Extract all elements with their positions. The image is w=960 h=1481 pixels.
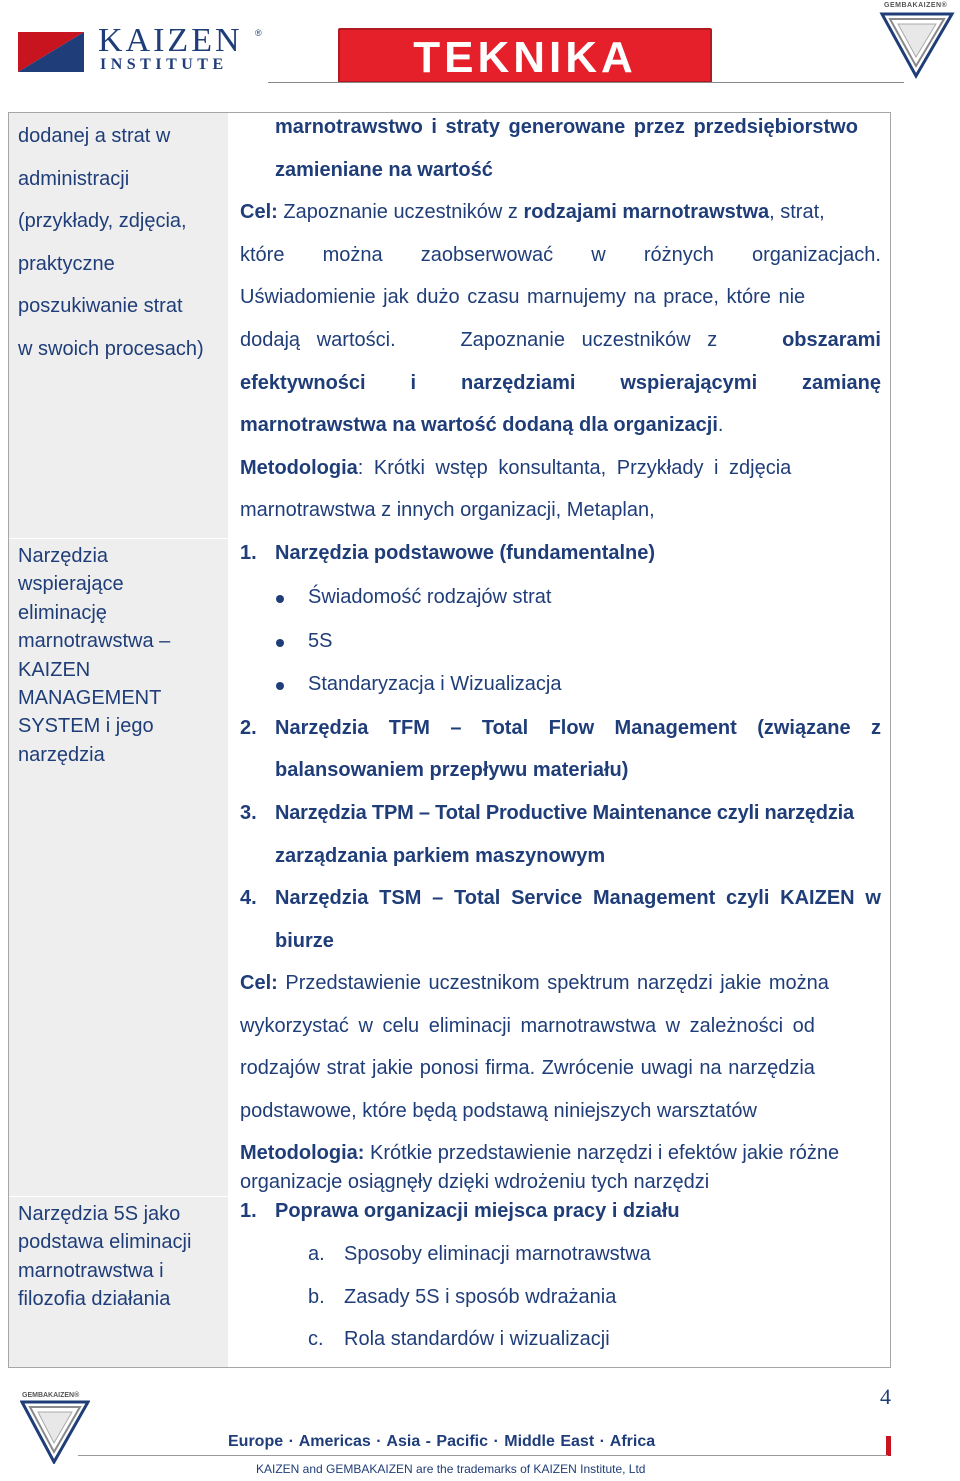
word: które xyxy=(240,244,285,266)
footer-divider xyxy=(78,1455,888,1456)
word: TFM xyxy=(388,717,430,739)
row2-topic xyxy=(18,542,170,769)
word: Management xyxy=(593,887,716,909)
word: Narzędzia xyxy=(275,887,369,909)
kaizen-wordmark: KAIZEN xyxy=(98,22,243,59)
item-text: Poprawa organizacji miejsca pracy i działu xyxy=(275,1200,680,1222)
topic-line: filozofia działania xyxy=(18,1288,171,1311)
topic-line: poszukiwanie strat xyxy=(18,295,183,318)
cel-text: Zapoznanie uczestników z xyxy=(283,201,518,223)
gembakaizen-triangle-icon xyxy=(876,2,956,82)
bullet-text: Standaryzacja i Wizualizacja xyxy=(308,673,562,695)
cel-label: Cel: xyxy=(240,972,278,994)
row2-cel-line1 xyxy=(240,972,829,995)
item3-line2: zarządzania parkiem maszynowym xyxy=(275,845,606,867)
emphasis: obszarami xyxy=(782,329,881,351)
topic-line: eliminację xyxy=(18,601,107,624)
item-text: Narzędzia podstawowe (fundamentalne) xyxy=(275,542,656,564)
cel-text: Przedstawienie uczestnikom spektrum narzędzi jakie można xyxy=(285,972,829,994)
word: z xyxy=(871,717,881,739)
footer-accent-bar xyxy=(886,1436,891,1456)
text: dodają wartości. xyxy=(240,329,396,351)
emphasis: marnotrawstwa na wartość dodaną dla organizacji xyxy=(240,414,718,436)
cel-emphasis: rodzajami marnotrawstwa xyxy=(523,201,770,223)
word: Service xyxy=(511,887,583,909)
item4-line1 xyxy=(275,887,881,910)
cel-text: , strat, xyxy=(769,201,825,223)
sub-text: Sposoby eliminacji marnotrawstwa xyxy=(344,1243,651,1265)
word: (związane xyxy=(757,717,851,739)
topic-line: Narzędzia xyxy=(18,545,109,567)
word: organizacjach. xyxy=(751,244,881,266)
row1-met-line1 xyxy=(240,457,791,480)
row1-topic xyxy=(18,115,204,371)
row1-cel-line5 xyxy=(240,372,881,395)
word: różnych xyxy=(643,244,714,266)
word: Total xyxy=(454,887,501,909)
row1-met-line2: marnotrawstwa z innych organizacji, Metaplan, xyxy=(240,499,655,521)
word: Total xyxy=(481,717,529,739)
item4-line2: biurze xyxy=(275,930,334,952)
header-divider xyxy=(268,82,904,83)
item-number: 4. xyxy=(240,887,257,909)
topic-line: marnotrawstwa i xyxy=(18,1259,164,1282)
item-number: 1. xyxy=(240,1200,257,1222)
word: wspierającymi xyxy=(620,372,758,394)
topic-line: KAIZEN xyxy=(18,658,91,681)
row2-cel-line4: podstawowe, które będą podstawą niniejszych warsztatów xyxy=(240,1100,757,1122)
bullet-icon xyxy=(276,595,284,603)
item-number: 2. xyxy=(240,717,257,739)
word: zaobserwować xyxy=(420,244,554,266)
sub-letter: b. xyxy=(308,1286,325,1308)
word: w xyxy=(591,244,606,266)
topic-line: dodanej a strat w xyxy=(18,125,171,147)
trademark-notice: KAIZEN and GEMBAKAIZEN are the trademarks of KAIZEN Institute, Ltd xyxy=(256,1462,646,1476)
text: . xyxy=(717,414,724,436)
row2-cel-line2: wykorzystać w celu eliminacji marnotrawstwa w zależności od xyxy=(240,1015,815,1037)
row1-cel-line2 xyxy=(240,244,881,267)
row2-met-line1 xyxy=(240,1142,839,1165)
sub-letter: a. xyxy=(308,1243,325,1265)
item-number: 3. xyxy=(240,802,257,824)
word: efektywności xyxy=(240,372,366,394)
topic-line: w swoich procesach) xyxy=(18,337,204,360)
row1-cel-line4 xyxy=(240,329,881,352)
topic-line: MANAGEMENT xyxy=(18,687,162,710)
met-text: Krótkie przedstawienie narzędzi i efektów jakie różne xyxy=(364,1142,840,1164)
bullet-icon xyxy=(276,639,284,647)
teknika-logo: TEKNIKA xyxy=(338,28,712,83)
topic-line: wspierające xyxy=(18,573,124,596)
word: czyli xyxy=(726,887,770,909)
row1-title-line1 xyxy=(275,116,881,139)
row1-title-line2: zamieniane na wartość xyxy=(275,159,493,181)
word: – xyxy=(450,717,462,739)
sub-text: Rola standardów i wizualizacji xyxy=(344,1328,610,1350)
word: – xyxy=(432,887,444,909)
row3-topic xyxy=(18,1200,191,1314)
page-number: 4 xyxy=(880,1384,891,1409)
word: można xyxy=(322,244,383,266)
item-number: 1. xyxy=(240,542,257,564)
row1-cel-line3: Uświadomienie jak dużo czasu marnujemy na prace, które nie xyxy=(240,286,806,308)
row1-cel-line1 xyxy=(240,201,825,224)
topic-line: Narzędzia 5S jako xyxy=(18,1203,181,1225)
row2-met-line2: organizacje osiągnęły dzięki wdrożeniu tych narzędzi xyxy=(240,1171,710,1193)
topic-line: (przykłady, zdjęcia, xyxy=(18,210,187,233)
gembakaizen-label: GEMBAKAIZEN® xyxy=(884,2,948,9)
row-divider xyxy=(9,538,228,539)
topic-line: marnotrawstwa – xyxy=(18,630,171,653)
topic-line: narzędzia xyxy=(18,743,105,766)
title-text: marnotrawstwo i straty generowane przez przedsiębiorstwo xyxy=(275,116,858,138)
word: TSM xyxy=(379,887,422,909)
row2-cel-line3: rodzajów strat jakie ponosi firma. Zwrócenie uwagi na narzędzia xyxy=(240,1057,815,1079)
met-text: : Krótki wstęp konsultanta, Przykłady i zdjęcia xyxy=(357,457,792,479)
bullet-text: Świadomość rodzajów strat xyxy=(308,586,552,608)
regions-list: Europe · Americas · Asia - Pacific · Middle East · Africa xyxy=(228,1433,656,1450)
institute-wordmark: INSTITUTE xyxy=(100,56,228,73)
word: zamianę xyxy=(802,372,881,394)
item2-line1 xyxy=(275,717,881,740)
row-divider xyxy=(9,1196,228,1197)
topic-line: praktyczne xyxy=(18,252,115,275)
word: w xyxy=(865,887,881,909)
cel-label: Cel: xyxy=(240,201,278,223)
word: narzędziami xyxy=(460,372,576,394)
word: Narzędzia xyxy=(275,717,369,739)
kaizen-reg-mark: ® xyxy=(255,28,262,38)
bullet-icon xyxy=(276,682,284,690)
met-label: Metodologia: xyxy=(240,1142,365,1164)
bullet-text: 5S xyxy=(308,630,333,652)
word: Flow xyxy=(548,717,595,739)
word: i xyxy=(410,372,417,394)
item3-line1: Narzędzia TPM – Total Productive Maintenance czyli narzędzia xyxy=(275,802,854,824)
text: Zapoznanie uczestników z xyxy=(460,329,718,351)
met-label: Metodologia xyxy=(240,457,358,479)
sub-letter: c. xyxy=(308,1328,324,1350)
gembakaizen-label: GEMBAKAIZEN® xyxy=(22,1392,80,1399)
row1-cel-line6 xyxy=(240,414,723,437)
gembakaizen-triangle-icon xyxy=(20,1388,90,1464)
item2-line2: balansowaniem przepływu materiału) xyxy=(275,759,629,781)
word: Management xyxy=(614,717,737,739)
topic-line: SYSTEM i jego xyxy=(18,715,154,738)
topic-line: podstawa eliminacji xyxy=(18,1231,192,1254)
word: KAIZEN xyxy=(780,887,855,909)
sub-text: Zasady 5S i sposób wdrażania xyxy=(344,1286,617,1308)
topic-line: administracji xyxy=(18,167,130,190)
